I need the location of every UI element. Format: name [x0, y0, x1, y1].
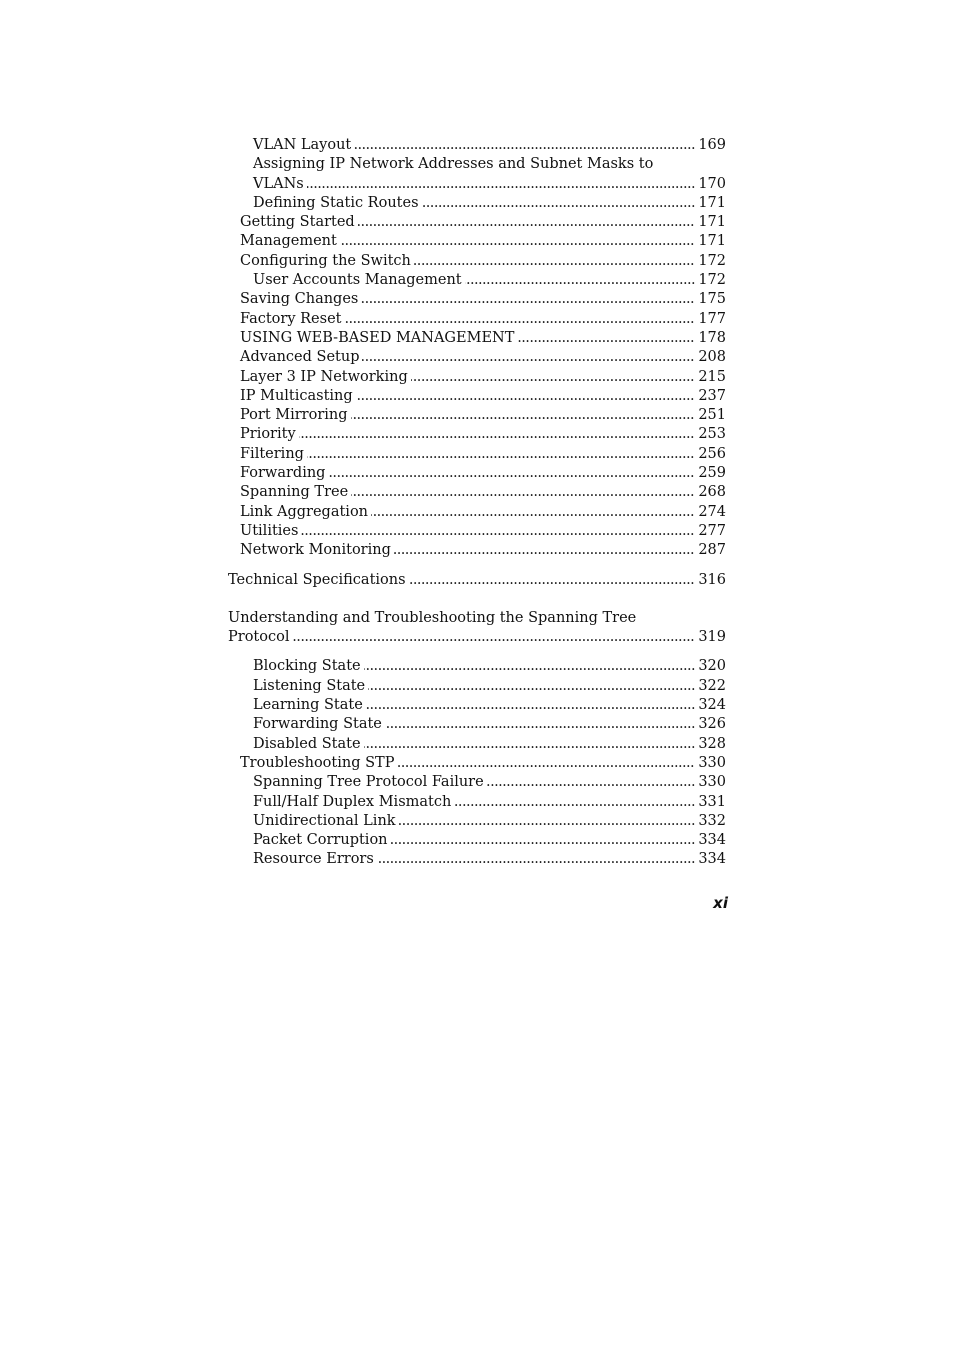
toc-entry-title: Defining Static Routes [253, 195, 422, 211]
toc-entry-title: Utilities [240, 523, 301, 539]
toc-entry [228, 290, 726, 309]
toc-entry-title: Technical Specifications [228, 572, 409, 588]
toc-entry-page: 316 [695, 571, 726, 590]
toc-entry-page: 328 [695, 735, 726, 754]
toc-entry [228, 329, 726, 348]
toc-entry-title: Network Monitoring [240, 542, 394, 558]
toc-entry-title: Blocking State [253, 658, 364, 674]
toc-entry-page: 178 [695, 329, 726, 348]
toc-entry-page: 326 [695, 715, 726, 734]
toc-entry-title: Full/Half Duplex Mismatch [253, 794, 454, 810]
toc-entry [228, 445, 726, 464]
toc-entry [228, 793, 726, 812]
toc-entry-page: 268 [695, 483, 726, 502]
toc-entry-title: Advanced Setup [240, 349, 362, 365]
toc-entry [228, 657, 726, 676]
toc-entry-title: Management [240, 233, 340, 249]
toc-entry [228, 773, 726, 792]
toc-entry-page: 171 [695, 213, 726, 232]
toc-entry-title: Port Mirroring [240, 407, 351, 423]
toc-entry-title: Learning State [253, 697, 366, 713]
toc-entry-page: 256 [695, 445, 726, 464]
toc-entry [228, 213, 726, 232]
toc-entry-title: User Accounts Management [253, 272, 465, 288]
toc-entry [228, 812, 726, 831]
toc-entry-page: 287 [695, 541, 726, 560]
toc-entry-page: 171 [695, 194, 726, 213]
toc-entry-page: 322 [695, 677, 726, 696]
toc-entry-title: Forwarding [240, 465, 328, 481]
toc-entry-title: Unidirectional Link [253, 813, 399, 829]
toc-entry-page: 175 [695, 290, 726, 309]
toc-entry-title: Configuring the Switch [240, 253, 414, 269]
toc-entry [228, 310, 726, 329]
toc-entry [228, 483, 726, 502]
toc-entry [228, 232, 726, 251]
toc-entry [228, 503, 726, 522]
toc-entry-page: 330 [695, 754, 726, 773]
toc-entry [228, 136, 726, 155]
toc-entry [228, 194, 726, 213]
toc-entry-title: Troubleshooting STP [240, 755, 397, 771]
toc-entry [228, 252, 726, 271]
toc-entry [228, 754, 726, 773]
toc-entry-title: Forwarding State [253, 716, 385, 732]
toc-entry-page: 334 [695, 850, 726, 869]
toc-entry-title: Filtering [240, 446, 307, 462]
toc-entry-title: VLANs [253, 176, 307, 192]
toc-entry [228, 406, 726, 425]
toc-entry-title: Protocol [228, 629, 292, 645]
toc-entry [228, 850, 726, 869]
toc-entry-title: VLAN Layout [253, 137, 354, 153]
toc-entry-title: Spanning Tree Protocol Failure [253, 774, 487, 790]
toc-entry-title: Factory Reset [240, 311, 344, 327]
toc-entry-title: Listening State [253, 678, 368, 694]
toc-entry-page: 237 [695, 387, 726, 406]
toc-entry-page: 171 [695, 232, 726, 251]
toc-entry [228, 696, 726, 715]
toc-chapter-entry [228, 571, 726, 590]
toc-entry-title: Link Aggregation [240, 504, 371, 520]
toc-chapter-entry [228, 628, 726, 647]
toc-entry [228, 368, 726, 387]
toc-entry-title: Getting Started [240, 214, 358, 230]
toc-entry-page: 172 [695, 252, 726, 271]
page-number: xi [713, 894, 728, 912]
toc-entry [228, 387, 726, 406]
toc-entry-page: 177 [695, 310, 726, 329]
toc-entry-page: 320 [695, 657, 726, 676]
toc-entry-title: IP Multicasting [240, 388, 356, 404]
toc-entry-page: 253 [695, 425, 726, 444]
toc-entry [228, 735, 726, 754]
toc-entry-title: Packet Corruption [253, 832, 391, 848]
toc-entry-page: 170 [695, 175, 726, 194]
toc-entry-page: 215 [695, 368, 726, 387]
toc-entry-page: 332 [695, 812, 726, 831]
toc-entry-title: Saving Changes [240, 291, 361, 307]
toc-entry-title-line: Assigning IP Network Addresses and Subnet Masks to [253, 156, 654, 173]
toc-entry [228, 271, 726, 290]
toc-entry-page: 172 [695, 271, 726, 290]
toc-chapter-title-line: Understanding and Troubleshooting the Spanning Tree [228, 609, 637, 626]
toc-entry-page: 169 [695, 136, 726, 155]
toc-entry-title: USING WEB-BASED MANAGEMENT [240, 330, 517, 346]
toc-entry [228, 831, 726, 850]
toc-entry-page: 208 [695, 348, 726, 367]
toc-entry-title: Layer 3 IP Networking [240, 369, 411, 385]
toc-entry [228, 425, 726, 444]
toc-entry [228, 348, 726, 367]
table-of-contents [228, 136, 726, 870]
toc-entry [228, 541, 726, 560]
toc-entry-page: 319 [695, 628, 726, 647]
toc-entry-page: 334 [695, 831, 726, 850]
toc-entry-page: 277 [695, 522, 726, 541]
toc-entry-page: 274 [695, 503, 726, 522]
toc-entry [228, 522, 726, 541]
toc-entry-page: 324 [695, 696, 726, 715]
toc-entry-page: 331 [695, 793, 726, 812]
toc-entry [228, 175, 726, 194]
toc-entry-page: 251 [695, 406, 726, 425]
toc-entry [228, 464, 726, 483]
toc-entry-page: 259 [695, 464, 726, 483]
toc-entry [228, 677, 726, 696]
toc-entry-page: 330 [695, 773, 726, 792]
toc-entry-title: Resource Errors [253, 851, 377, 867]
toc-entry [228, 715, 726, 734]
toc-entry-title: Priority [240, 426, 299, 442]
toc-entry-title: Spanning Tree [240, 484, 351, 500]
toc-entry-title: Disabled State [253, 736, 364, 752]
